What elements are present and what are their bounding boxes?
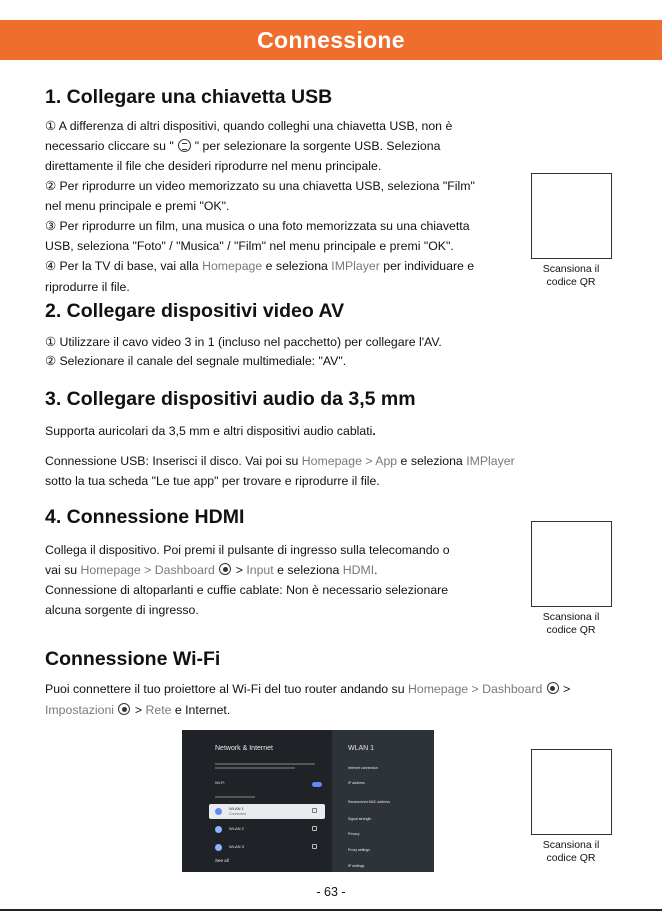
s4-line-4: alcuna sorgente di ingresso. xyxy=(45,603,199,617)
qr-code-1 xyxy=(531,173,612,259)
dashboard-icon xyxy=(219,563,231,575)
wifi-icon xyxy=(215,808,222,815)
s3-line-1: Supporta auricolari da 3,5 mm e altri dispositivi audio cablati. xyxy=(45,424,376,438)
lock-icon xyxy=(312,826,317,831)
qr-code-2 xyxy=(531,521,612,607)
s3-line-2: Connessione USB: Inserisci il disco. Vai poi su Homepage > App e seleziona IMPlayer xyxy=(45,454,515,468)
s1-line-7: USB, seleziona "Foto" / "Musica" / "Film" nel menu principale e premi "OK". xyxy=(45,239,454,253)
s1-line-1: ① A differenza di altri dispositivi, quando colleghi una chiavetta USB, non è xyxy=(45,119,453,133)
screenshot-right-panel: WLAN 1 Internet connection IP address Randomized MAC address Signal strength Privacy Proxy settings IP settings xyxy=(332,730,434,872)
qr-code-3 xyxy=(531,749,612,835)
page-number: - 63 - xyxy=(316,885,346,899)
s5-line-2: Impostazioni > Rete e Internet. xyxy=(45,703,231,717)
lock-icon xyxy=(312,844,317,849)
s1-line-4: ② Per riprodurre un video memorizzato su una chiavetta USB, seleziona "Film" xyxy=(45,179,475,193)
menu-icon xyxy=(178,139,191,152)
section-4-heading: 4. Connessione HDMI xyxy=(45,506,245,528)
wifi-toggle xyxy=(312,782,322,787)
s5-line-1: Puoi connettere il tuo proiettore al Wi-Fi del tuo router andando su Homepage > Dashboard > xyxy=(45,682,571,696)
s4-line-1: Collega il dispositivo. Poi premi il pulsante di ingresso sulla telecomando o xyxy=(45,543,450,557)
s4-line-2: vai su Homepage > Dashboard > Input e seleziona HDMI. xyxy=(45,563,378,577)
footer-divider xyxy=(0,909,662,911)
screenshot-wifi-label: Wi-Fi xyxy=(215,780,225,785)
screenshot-network-1: WLAN 1 Connected xyxy=(209,804,325,819)
screenshot-left-title: Network & Internet xyxy=(215,745,273,752)
screenshot-see-all: See all xyxy=(215,858,229,863)
s1-line-8: ④ Per la TV di base, vai alla Homepage e seleziona IMPlayer per individuare e xyxy=(45,259,475,273)
s1-line-6: ③ Per riprodurre un film, una musica o una foto memorizzata su una chiavetta xyxy=(45,219,470,233)
wifi-icon xyxy=(215,844,222,851)
s4-line-3: Connessione di altoparlanti e cuffie cablate: Non è necessario selezionare xyxy=(45,583,449,597)
screenshot-network-3: WLAN 3 xyxy=(209,840,325,855)
s2-line-1: ① Utilizzare il cavo video 3 in 1 (incluso nel pacchetto) per collegare l'AV. xyxy=(45,335,442,349)
s1-line-3: direttamente il file che desideri riprodurre nel menu principale. xyxy=(45,159,382,173)
wifi-icon xyxy=(215,826,222,833)
section-1-heading: 1. Collegare una chiavetta USB xyxy=(45,86,333,108)
qr-caption-3: Scansiona il codice QR xyxy=(542,839,600,864)
section-3-heading: 3. Collegare dispositivi audio da 3,5 mm xyxy=(45,388,416,410)
settings-icon xyxy=(118,703,130,715)
s1-line-5: nel menu principale e premi "OK". xyxy=(45,199,230,213)
s1-line-2: necessario cliccare su " " per selezionare la sorgente USB. Seleziona xyxy=(45,139,441,153)
screenshot-network-2: WLAN 2 xyxy=(209,822,325,837)
s1-line-9: riprodurre il file. xyxy=(45,280,130,294)
dashboard-icon xyxy=(547,682,559,694)
section-2-heading: 2. Collegare dispositivi video AV xyxy=(45,300,345,322)
screenshot-left-panel xyxy=(182,730,332,872)
network-settings-screenshot xyxy=(182,730,434,872)
qr-caption-2: Scansiona il codice QR xyxy=(542,611,600,636)
lock-icon xyxy=(312,808,317,813)
section-5-heading: Connessione Wi-Fi xyxy=(45,648,221,670)
qr-caption-1: Scansiona il codice QR xyxy=(542,263,600,288)
page-title: Connessione xyxy=(257,26,405,53)
s2-line-2: ② Selezionare il canale del segnale multimediale: "AV". xyxy=(45,354,347,368)
s3-line-3: sotto la tua scheda "Le tue app" per trovare e riprodurre il file. xyxy=(45,474,380,488)
header-banner xyxy=(0,20,662,60)
screenshot-right-title: WLAN 1 xyxy=(348,745,375,752)
